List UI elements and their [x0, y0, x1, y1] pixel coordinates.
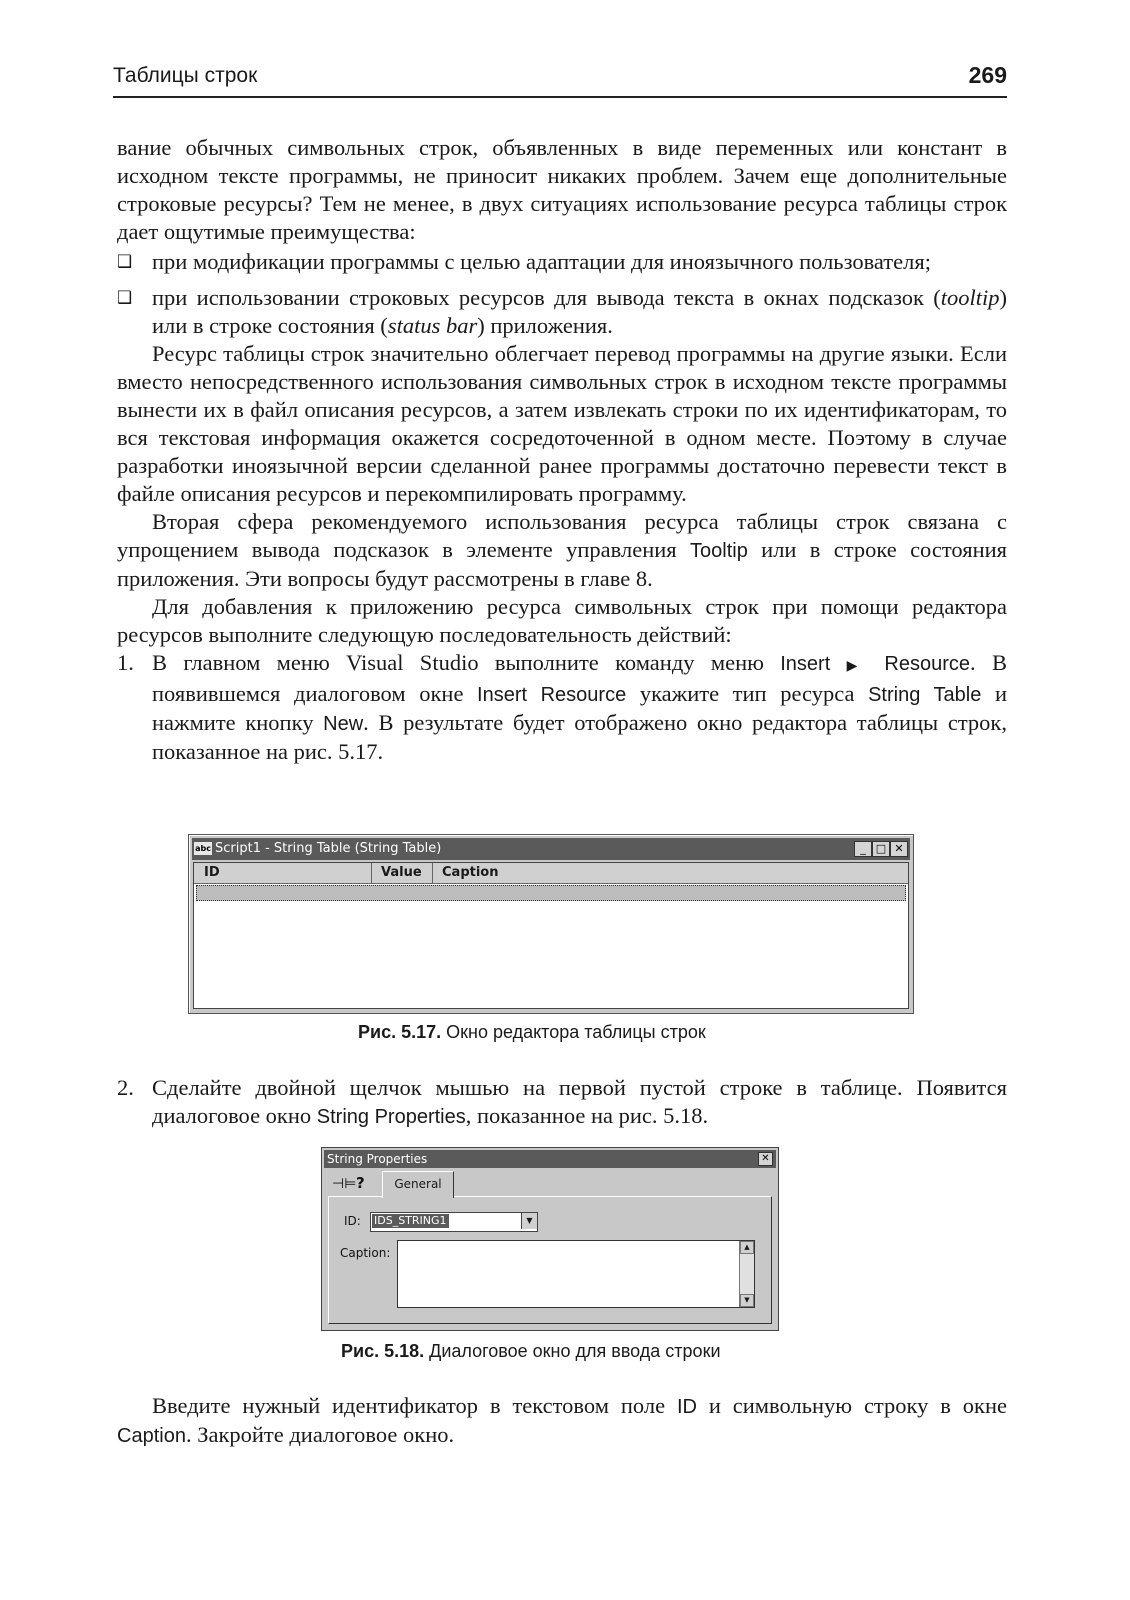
caption-label: Caption: — [340, 1246, 391, 1260]
dialog-title: String Properties — [327, 1152, 428, 1166]
paragraph: Введите нужный идентификатор в текстовом поле ID и символьную строку в окне Caption. Закройте диалоговое окно. — [117, 1393, 1008, 1447]
numbered-step: 1. В главном меню Visual Studio выполните команду меню Insert ▶ Resource. В появившемся диалоговом окне Insert Resource укажите тип ресурса String Table и нажмите кнопку New. В результате будет отображено окно редактора таблицы строк, показанное на рис. 5.17. — [117, 650, 1007, 764]
string-table-grid[interactable] — [193, 862, 909, 1009]
dialog-titlebar[interactable] — [324, 1150, 776, 1168]
vertical-scrollbar[interactable] — [739, 1241, 754, 1307]
window-titlebar[interactable] — [192, 838, 910, 860]
tab-general[interactable]: General — [382, 1171, 454, 1198]
scroll-up-icon[interactable]: ▲ — [740, 1241, 754, 1254]
submenu-arrow-icon: ▶ — [846, 658, 869, 674]
checkbox-bullet-icon: ❑ — [117, 252, 133, 272]
grid-header — [194, 863, 908, 884]
column-header-id[interactable]: ID — [204, 865, 220, 880]
close-button[interactable]: ✕ — [758, 1152, 773, 1166]
figure-caption: Рис. 5.17. Окно редактора таблицы строк — [358, 1022, 706, 1042]
running-header — [113, 62, 1007, 98]
maximize-button[interactable]: □ — [872, 841, 890, 857]
section-title: Таблицы строк — [113, 64, 258, 87]
empty-new-row[interactable] — [196, 885, 906, 901]
text-block-bottom — [117, 1392, 1007, 1450]
minimize-button[interactable]: _ — [854, 841, 872, 857]
intro-paragraph: вание обычных символьных строк, объявленных в виде переменных или констант в исходном тексте программы, не приносит никаких проблем. Зачем еще дополнительные строковые ресурсы? Тем не менее, в двух ситуациях использование ресурса таблицы строк дает ощутимые преимущества: — [117, 135, 1007, 244]
id-label: ID: — [344, 1214, 361, 1228]
paragraph: Для добавления к приложению ресурса символьных строк при помощи редактора ресурсов выполните следующую последовательность действий: — [117, 594, 1007, 647]
paragraph: Ресурс таблицы строк значительно облегчает перевод программы на другие языки. Если вместо непосредственного использования символьных строк в исходном тексте программы вынести их в файл описания ресурсов, а затем извлекать строки по их идентификаторам, то вся текстовая информация окажется сосредоточенной в одном месте. Поэтому в случае разработки иноязычной версии сделанной ранее программы достаточно перевести текст в файле описания ресурсов и перекомпилировать программу. — [117, 341, 1007, 506]
pushpin-icon[interactable]: ⊣⊨ — [332, 1176, 357, 1192]
page-number: 269 — [968, 62, 1007, 88]
column-header-caption[interactable]: Caption — [442, 865, 499, 880]
caption-textarea[interactable] — [397, 1240, 755, 1308]
id-combobox[interactable] — [370, 1212, 538, 1232]
checkbox-bullet-icon: ❑ — [117, 288, 133, 308]
figure-caption: Рис. 5.18. Диалоговое окно для ввода строки — [341, 1341, 721, 1361]
string-table-icon: abc — [195, 844, 211, 853]
scroll-down-icon[interactable]: ▼ — [740, 1294, 754, 1307]
bullet-item: ❑ при использовании строковых ресурсов для вывода текста в окнах подсказок (tooltip) или в строке состояния (status bar) приложения. — [117, 285, 1007, 338]
bullet-item: ❑ при модификации программы с целью адаптации для иноязычного пользователя; — [117, 249, 931, 274]
help-icon[interactable]: ? — [356, 1174, 365, 1192]
column-header-value[interactable]: Value — [381, 865, 422, 880]
text-block-top — [117, 134, 1007, 766]
text-block-middle — [117, 1074, 1007, 1131]
dropdown-arrow-icon[interactable]: ▼ — [521, 1213, 537, 1229]
paragraph: Вторая сфера рекомендуемого использования ресурса таблицы строк связана с упрощением вывода подсказок в элементе управления Tooltip или в строке состояния приложения. Эти вопросы будут рассмотрены в главе 8. — [117, 509, 1007, 591]
string-properties-dialog — [321, 1147, 779, 1331]
numbered-step: 2. Сделайте двойной щелчок мышью на первой пустой строке в таблице. Появится диалоговое окно String Properties, показанное на рис. 5.18. — [117, 1075, 1007, 1128]
string-table-window — [188, 834, 914, 1014]
id-value: IDS_STRING1 — [374, 1214, 447, 1227]
window-title: Script1 - String Table (String Table) — [215, 841, 442, 856]
close-button[interactable]: ✕ — [890, 841, 908, 857]
